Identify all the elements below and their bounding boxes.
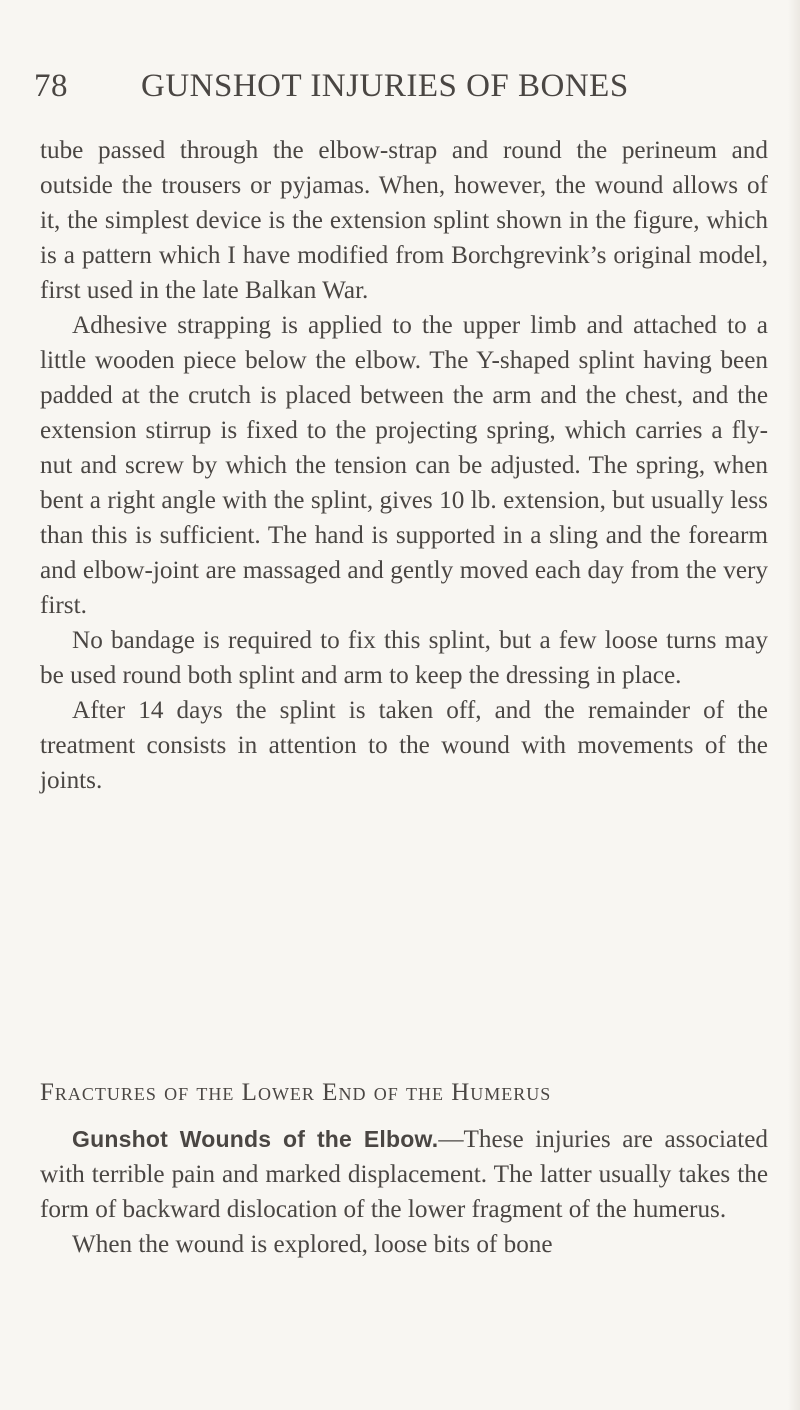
page-number: 78: [34, 68, 68, 104]
running-title: GUNSHOT INJURIES OF BONES: [141, 68, 629, 104]
paragraph-bandage: No bandage is required to fix this splint, but a few loose turns may be used round both splint and arm to keep the dressing in place.: [40, 627, 768, 689]
body-text: [40, 133, 768, 798]
paragraph-after-14-days: After 14 days the splint is taken off, and the remainder of the treatment consists in attention to the wound with movements of the joints.: [40, 697, 768, 794]
section-text: [40, 1122, 768, 1262]
paragraph-strapping: Adhesive strapping is applied to the upper limb and attached to a little wooden piece below the elbow. The Y-shaped splint having been padded at the crutch is placed between the arm and the chest, and the extension stirrup is fixed to the projecting spring, which carries a fly-nut and screw by which the tension can be adjusted. The spring, when bent a right angle with the splint, gives 10 lb. extension, but usually less than this is sufficient. The hand is supported in a sling and the forearm and elbow-joint are massaged and gently moved each day from the very first.: [40, 312, 768, 619]
paragraph-wound-explored: When the wound is explored, loose bits of bone: [72, 1231, 553, 1258]
section-heading-text: Fractures of the Lower End of the Humerus: [40, 1079, 552, 1106]
run-in-heading: Gunshot Wounds of the Elbow.: [72, 1126, 439, 1152]
paragraph-elbow-wounds: [40, 1122, 768, 1227]
section-heading: [40, 1079, 775, 1107]
paragraph-elbow-wounds-text: —These injuries are associated with terrible pain and marked displacement. The latter usually takes the form of backward dislocation of the lower fragment of the humerus.: [40, 1126, 768, 1223]
paragraph-continuation: tube passed through the elbow-strap and round the perineum and outside the trousers or pyjamas. When, however, the wound allows of it, the simplest device is the extension splint shown in the figure, which is a pattern which I have modified from Borchgrevink’s original model, first used in the late Balkan War.: [40, 137, 768, 304]
page-edge-shadow: [788, 0, 800, 1410]
running-head: [34, 68, 760, 116]
